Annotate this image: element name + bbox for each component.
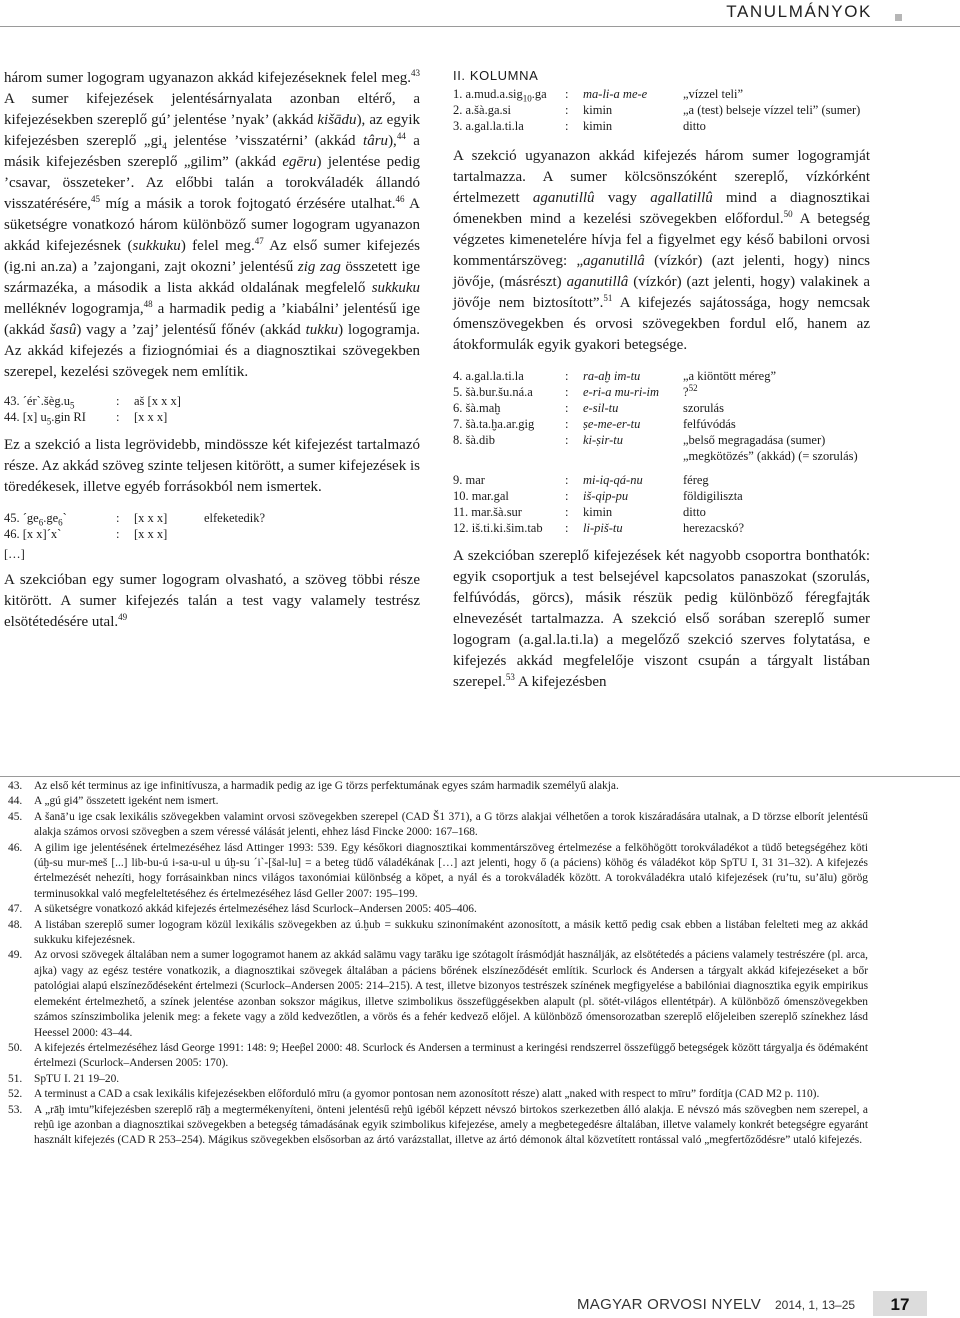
footnote-text: Az orvosi szövegek általában nem a sumer logogramot hanem az akkád salāmu vagy tarāku ige szótagolt írásmódját használják, az elsötétedés a páciens valamely testrészére (pl. arca, ajka) vagy az egész testére vonatkozik, a diagnosztikai szövegek általában a páciens bőrének elszíneződését említik. Scurlock és Andersen a tárgyalt akkád kifejezéseket a bőr patológiai alapú elszíneződéseként értelmezi (Scurlock–Andersen 2005: 214–215). A test, illetve bizonyos testrészek színének megfigyelése a babilóniai diagnosztika egyik empirikus elemeként értelmezhető, a színek jelentése azonban sokszor mágikus, illetve szimbolikus összefüggésekben alapult (pl. sötét-világos ellentétpár). A különböző ómenszövegekben számos színszimbolika jelenik meg: a fekete vagy a zöld kedvezőtlen, a vörös és a fehér kedvező előjel. A különböző ómensorozatban szereplő előjeleiben szereplő színekhez lásd Heessel 2000: 43–44. bbox=[34, 949, 868, 1039]
source-table-43-44 bbox=[4, 393, 181, 425]
journal-citation: 2014, 1, 13–25 bbox=[775, 1298, 856, 1312]
footnote-item bbox=[8, 948, 868, 1040]
row-akkadian: li-piš-tu bbox=[583, 521, 623, 535]
row-akkadian bbox=[583, 448, 683, 464]
page-number: 17 bbox=[873, 1291, 927, 1316]
table-row bbox=[453, 384, 858, 400]
row-sumerian: 3. a.gal.la.ti.la bbox=[453, 119, 524, 133]
page-header bbox=[0, 0, 960, 27]
row-sumerian: 7. šà.ta.ḫa.ar.gig bbox=[453, 417, 535, 431]
footnote-divider bbox=[0, 776, 960, 777]
right-column bbox=[453, 68, 870, 693]
column-heading: II. KOLUMNA bbox=[453, 68, 539, 83]
row-translation: „belső megragadása (sumer) bbox=[683, 433, 826, 447]
footnote-number: 48. bbox=[8, 918, 23, 931]
table-row bbox=[453, 448, 858, 464]
footnote-item bbox=[8, 1103, 868, 1149]
row-akkadian: e-sil-tu bbox=[583, 401, 619, 415]
footnote-item bbox=[8, 794, 868, 809]
footnote-text: A gilim ige jelentésének értelmezéséhez lásd Attinger 1993: 539. Egy későkori diagnosztikai kommentárszöveg értelmezése a felköhögött torokváladékot a tüdő betegségéhez köti (úḫ-su mur-meš [...] lib-bu-ú i-sa-u-ul u úḫ-su ´i`-[šal-lu] = a beteg tüdő váladékának […] azt jelenti, hogy ő (a páciens) köhög és váladékot köp SpTU I, 31 31–32). A kifejezés értelmezését nehezíti, hogy forrásainkban nincs világos taxonómiai különbség a köpet, a nyál és a torokváladék között. A torokváladékra utaló kifejezések (ru’tu, su’ālu) görög terminusokkal való megfeleltetéséhez és értelmezéséhez lásd Geller 2007: 195–199. bbox=[34, 841, 868, 900]
footnote-item bbox=[8, 1087, 868, 1102]
row-sumerian: 6. šà.maḫ bbox=[453, 401, 501, 415]
footnote-number: 50. bbox=[8, 1041, 23, 1054]
row-separator: : bbox=[565, 87, 569, 101]
footnote-item bbox=[8, 902, 868, 917]
footnote-text: Az első két terminus az ige infinitívusza, a harmadik pedig az ige G törzs perfektumának egyes szám harmadik személyű alakja. bbox=[34, 780, 619, 792]
left-column bbox=[4, 68, 420, 633]
row-sumerian: 4. a.gal.la.ti.la bbox=[453, 369, 524, 383]
table-row bbox=[453, 368, 858, 384]
row-sumerian: 9. mar bbox=[453, 473, 485, 487]
footnote-ref[interactable]: 53 bbox=[505, 672, 515, 682]
row-separator: : bbox=[565, 433, 569, 447]
row-sumerian: 2. a.šà.ga.si bbox=[453, 103, 511, 117]
row-sumerian: 5. šà.bur.šu.ná.a bbox=[453, 385, 533, 399]
footnote-ref[interactable]: 50 bbox=[783, 209, 793, 219]
footnote-number: 46. bbox=[8, 841, 23, 854]
footnote-text: A šanā’u ige csak lexikális szövegekben valamint orvosi szövegekben szerepel (CAD Š1 371), a G törzs alakjai vélhetően a torok kiszáradására utalnak, a D törzse elborít jelentésű alakja számos orvosi szövegben a szem véressé válását jelenti, ehhez lásd Fincke 2000: 167–168. bbox=[34, 810, 868, 839]
table-row bbox=[453, 464, 858, 488]
source-table-4-12 bbox=[453, 368, 858, 536]
row-akkadian: ki-ṣir-tu bbox=[583, 433, 624, 447]
footnote-item bbox=[8, 841, 868, 903]
row-sumerian bbox=[453, 448, 565, 464]
row-akkadian: ma-li-a me-e bbox=[583, 87, 648, 101]
row-akkadian: iš-qip-pu bbox=[583, 489, 629, 503]
table-row: 45. $´ge_6.ge_6`$ : [x x x] elfeketedik? bbox=[4, 511, 266, 528]
row-translation: szorulás bbox=[683, 401, 724, 415]
header-square-mark bbox=[895, 14, 902, 21]
row-translation: felfúvódás bbox=[683, 417, 736, 431]
row-separator: : bbox=[565, 401, 569, 415]
row-akkadian: mi-iq-qá-nu bbox=[583, 473, 643, 487]
source-table-45-46 bbox=[4, 510, 265, 542]
footnote-item bbox=[8, 810, 868, 841]
table-row: 43. $´ér`.šèg.u_5$ : aš [x x x] bbox=[4, 394, 181, 411]
row-separator: : bbox=[565, 103, 569, 117]
row-separator bbox=[565, 448, 583, 464]
footnote-ref[interactable]: 48 bbox=[143, 299, 153, 309]
body-paragraph: A szekcióban szereplő kifejezések két nagyobb csoportra bonthatók: egyik csoportjuk a test belsejével kapcsolatos panaszokat (szorulás, felfúvódás, görcs), másik részük pedig különböző féregfajták elnevezését tartalmazza. A szekció első sorában szereplő sumer logogram (a.gal.la.ti.la) a megelőző szekció szerves folytatása, e kifejezés akkád megfelelője viszont csupán a tárgyalt listában szerepel.$^{53}$ A kifejezésben bbox=[453, 548, 870, 690]
row-separator: : bbox=[565, 369, 569, 383]
footnote-ref[interactable]: 44 bbox=[396, 131, 406, 141]
row-translation: „a kiöntött méreg” bbox=[683, 369, 777, 383]
table-row: 46. [x x]´x` : [x x x] bbox=[4, 527, 168, 541]
footnote-text: A „gú gi4” összetett igeként nem ismert. bbox=[34, 795, 219, 808]
row-translation: földigiliszta bbox=[683, 489, 743, 503]
table-row bbox=[453, 488, 858, 504]
table-row bbox=[453, 400, 858, 416]
table-row bbox=[453, 118, 860, 134]
row-sumerian: 12. iš.ti.ki.šim.tab bbox=[453, 521, 543, 535]
footnote-number: 53. bbox=[8, 1103, 23, 1116]
table-row bbox=[453, 102, 860, 118]
footnote-text: SpTU I. 21 19–20. bbox=[34, 1072, 120, 1085]
table-row: 44. [x] $u_5.gin$ RI : [x x x] bbox=[4, 410, 168, 427]
footnote-item bbox=[8, 1072, 868, 1087]
source-table-1-3 bbox=[453, 86, 860, 134]
footnote-ref[interactable]: 43 bbox=[411, 68, 420, 78]
row-separator: : bbox=[565, 119, 569, 133]
row-akkadian: kimin bbox=[583, 505, 613, 519]
row-akkadian: e-ri-a mu-ri-im bbox=[583, 385, 660, 399]
footnote-ref[interactable]: 47 bbox=[254, 236, 264, 246]
row-akkadian: ra-aḫ im-tu bbox=[583, 369, 641, 383]
row-sumerian: 8. šà.dib bbox=[453, 433, 496, 447]
row-translation: „vízzel teli” bbox=[683, 87, 744, 101]
row-separator: : bbox=[565, 505, 569, 519]
row-separator: : bbox=[565, 489, 569, 503]
footnote-number: 47. bbox=[8, 903, 23, 916]
row-translation: herezacskó? bbox=[683, 521, 745, 535]
body-paragraph: A szekció ugyanazon akkád kifejezés három sumer logogramját tartalmazza. A sumer kölcsönszóként szereplő, vízkórként értelmezett aganutillû vagy agallatillû mind a diagnosztikai ómenekben mind a kezelési szövegekben előfordul.$^{50}$ A betegség végzetes kimenetelére hívja fel a figyelmet egy késő babiloni orvosi kommentárszöveg: „aganutillâ (vízkór) (azt jelenti, hogy) nincs jövője, (másrészt) aganutillâ (vízkór) (azt jelenti, hogy) valakinek a jövője nem biztosított”.$^{51}$ A kifejezés sajátossága, hogy nemcsak ómenszövegekben és orvosi szövegekben fordul elő, hanem az átokformulák egyik gyakori betegsége. bbox=[453, 148, 871, 353]
footnotes-list bbox=[8, 779, 868, 1149]
row-separator: : bbox=[565, 521, 569, 535]
footnote-text: A kifejezés értelmezéséhez lásd George 1991: 148: 9; Heeβel 2000: 48. Scurlock és Andersen a terminust a keringési rendszerrel összefüggő betegségek között tárgyalja és ödémaként értelmezi (Scurlock–Andersen 2005: 170). bbox=[34, 1041, 868, 1070]
footnote-item bbox=[8, 918, 868, 949]
journal-name: MAGYAR ORVOSI NYELV bbox=[577, 1296, 762, 1313]
footnote-number: 52. bbox=[8, 1088, 23, 1101]
row-sumerian: 10. mar.gal bbox=[453, 489, 509, 503]
ellipsis-line: […] bbox=[4, 547, 25, 561]
row-sumerian: 1. a.mud.a.sig$_{10}$.ga bbox=[453, 87, 547, 104]
footnote-number: 49. bbox=[8, 949, 23, 962]
footnote-number: 44. bbox=[8, 795, 23, 808]
footnote-number: 51. bbox=[8, 1072, 23, 1085]
footnote-number: 45. bbox=[8, 810, 23, 823]
row-akkadian: ṣe-me-er-tu bbox=[583, 417, 641, 431]
row-translation: féreg bbox=[683, 473, 709, 487]
row-akkadian: kimin bbox=[583, 119, 613, 133]
table-row bbox=[453, 520, 858, 536]
footnote-ref[interactable]: 49 bbox=[118, 612, 128, 622]
footnote-ref[interactable]: 51 bbox=[603, 293, 613, 303]
footnote-ref[interactable]: 46 bbox=[395, 194, 405, 204]
body-paragraph: három sumer logogram ugyanazon akkád kifejezéseknek felel meg.$^{43}$ A sumer kifejezések jelentésárnyalata azonban eltérő, a kifejezésekben szereplő gú’ jelentése ’nyak’ (akkád kišādu), az egyik kifejezésben szereplő $„gi_4$ jelentése ’visszatérni’ (akkád târu),$^{44}$ a másik kifejezésben szereplő „gilim” (akkád egēru) jelentése pedig ’csavar, összeteker’. Az előbbi talán a torokváladék állandó visszatérésére,$^{45}$ míg a másik a torok fojtogató érzésére utalhat.$^{46}$ A süketségre vonatkozó három különböző sumer logogram ugyanazon akkád kifejezésnek (sukkuku) felel meg.$^{47}$ Az első sumer kifejezés (ig.ni an.za) a ’zajongani, zajt okozni’ jelentésű zig zag összetett ige származéka, a második a lista akkád oldalának megfelelő sukkuku melléknév logogramja,$^{48}$ a harmadik pedig a ’kiabálni’ jelentésű ige (akkád šasû) vagy a ’zaj’ jelentésű főnév (akkád tukku) logogramja. Az akkád kifejezés a fiziognómiai és a diagnosztikai szövegekben szerepel, kezelési szövegek nem említik. bbox=[4, 68, 421, 380]
row-separator: : bbox=[565, 385, 569, 399]
table-row bbox=[453, 504, 858, 520]
footnote-text: A „rāḫ imtu”kifejezésben szereplő rāḫ a megtermékenyíteni, önteni jelentésű reḫû igéből képzett névszó birtokos szerkezetben álló alakja. E névszó más szövegben nem szerepel, a reḫû ige azonban a diagnosztikai szövegekben a betegség támadásának egyik szimbolikus kifejezése, amely a megbetegedésre általában, illetve valamely konkrét betegségre egyaránt használt kifejezés (CAD R 253–254). Mágikus szövegekben elsősorban az ártó varázstallat, illetve az ártó démonok által közvetített rontással való „megfertőződésre” utaló kifejezés. bbox=[34, 1103, 868, 1147]
table-row bbox=[453, 86, 860, 102]
footnote-text: A terminust a CAD a csak lexikális kifejezésekben előforduló mīru (a gyomor pontosan nem azonosított része) alatt „naked with respect to mīru” fordítja (CAD M2 p. 110). bbox=[34, 1088, 820, 1101]
row-translation: ?$^{52}$ bbox=[683, 382, 698, 399]
row-akkadian: kimin bbox=[583, 103, 613, 117]
table-row bbox=[453, 432, 858, 448]
footnote-item bbox=[8, 779, 868, 794]
row-sumerian: 11. mar.šà.sur bbox=[453, 505, 522, 519]
footnote-item bbox=[8, 1041, 868, 1072]
footnote-text: A listában szereplő sumer logogram közül lexikális szövegekben az ú.ḫub = sukkuku szinonímaként azonosított, a másik kettő pedig csak ebben a listában felelteti meg az akkád sukkuku kifejezésnek. bbox=[34, 918, 868, 947]
row-separator: : bbox=[565, 417, 569, 431]
footnote-ref[interactable]: 45 bbox=[91, 194, 101, 204]
row-translation: ditto bbox=[683, 505, 706, 519]
row-translation: ditto bbox=[683, 119, 706, 133]
row-translation: „megkötözés” (akkád) (= szorulás) bbox=[683, 449, 858, 463]
footnote-number: 43. bbox=[8, 780, 23, 792]
table-row bbox=[453, 416, 858, 432]
body-paragraph: A szekcióban egy sumer logogram olvasható, a szöveg többi része kitörött. A sumer kifejezés talán a test vagy valamely testrész elsötétedésére utal.$^{49}$ bbox=[4, 572, 420, 630]
row-translation: „a (test) belseje vízzel teli” (sumer) bbox=[683, 103, 861, 117]
row-separator: : bbox=[565, 473, 569, 487]
section-label: TANULMÁNYOK bbox=[726, 2, 872, 21]
footnote-text: A süketségre vonatkozó akkád kifejezés értelmezéséhez lásd Scurlock–Andersen 2005: 405–406. bbox=[34, 903, 477, 916]
body-paragraph: Ez a szekció a lista legrövidebb, mindössze két kifejezést tartalmazó része. Az akkád szöveg szinte teljesen kitörött, a sumer kifejezések is töredékesek, illetve egyéb forrásokból nem ismertek. bbox=[4, 437, 420, 495]
